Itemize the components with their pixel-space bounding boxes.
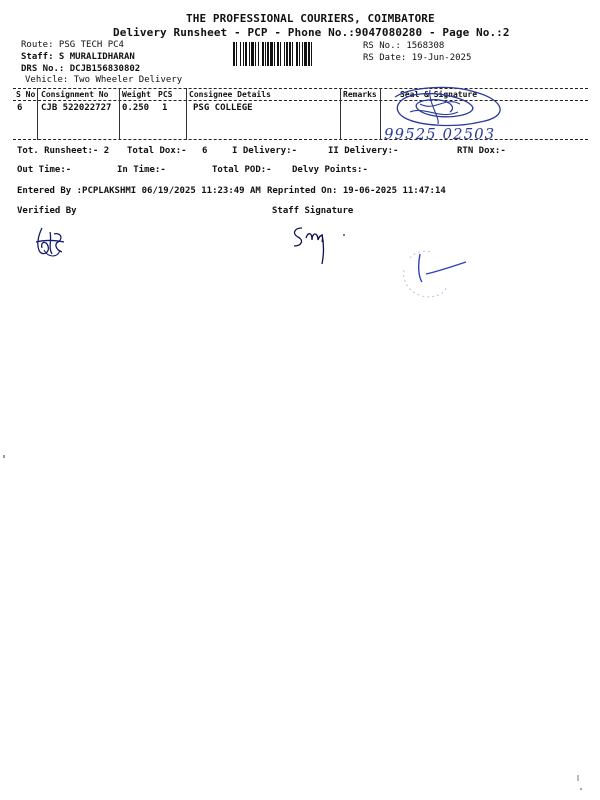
in-time: In Time:- [117, 165, 166, 175]
cell-consignment-no: CJB 522022727 [41, 103, 112, 113]
ii-delivery: II Delivery:- [328, 146, 399, 156]
i-delivery: I Delivery:- [232, 146, 298, 156]
total-runsheet: Tot. Runsheet:- 2 [17, 146, 110, 156]
col-header-remarks: Remarks [343, 90, 377, 99]
col-header-consignee: Consignee Details [189, 90, 271, 99]
cell-pcs: 1 [162, 103, 168, 113]
total-dox-label: Total Dox:- [127, 146, 187, 156]
route-label: Route: PSG TECH PC4 [21, 40, 124, 50]
verified-by-label: Verified By [17, 206, 77, 216]
col-header-weight: Weight [122, 90, 151, 99]
barcode [233, 42, 357, 66]
staff-signature-label: Staff Signature [272, 206, 354, 216]
runsheet-subtitle: Delivery Runsheet - PCP - Phone No.:9047080280 - Page No.:2 [113, 26, 510, 39]
rtn-dox: RTN Dox:- [457, 146, 506, 156]
total-dox-value: 6 [202, 146, 208, 156]
col-header-pcs: PCS [158, 90, 173, 99]
cell-consignee: PSG COLLEGE [193, 103, 253, 113]
scan-speck [577, 775, 579, 781]
entered-by: Entered By :PCPLAKSHMI 06/19/2025 11:23:49 AM [17, 186, 261, 196]
vehicle-label: Vehicle: Two Wheeler Delivery [25, 75, 183, 85]
out-time: Out Time:- [17, 165, 72, 175]
staff-signature [288, 220, 358, 268]
cell-sno: 6 [17, 103, 23, 113]
cell-weight: 0.250 [122, 103, 150, 113]
delvy-points: Delvy Points:- [292, 165, 368, 175]
scan-speck [580, 788, 582, 790]
staff-label: Staff: S MURALIDHARAN [21, 52, 135, 62]
col-header-seal-signature: Seal & Signature [400, 90, 478, 99]
verified-signature [30, 222, 70, 262]
handwritten-phone: 99525 02503 [384, 125, 496, 143]
rs-date: RS Date: 19-Jun-2025 [363, 53, 472, 63]
stamp-mark [398, 244, 478, 302]
rs-number: RS No.: 1568308 [363, 41, 445, 51]
col-header-consignment: Consignment No [41, 90, 109, 99]
reprinted-on: Reprinted On: 19-06-2025 11:47:14 [267, 186, 446, 196]
drs-number: DRS No.: DCJB156830802 [21, 64, 141, 74]
scan-speck [3, 455, 5, 458]
company-title: THE PROFESSIONAL COURIERS, COIMBATORE [186, 12, 435, 25]
total-pod: Total POD:- [212, 165, 272, 175]
col-header-sno: S No [16, 90, 36, 99]
